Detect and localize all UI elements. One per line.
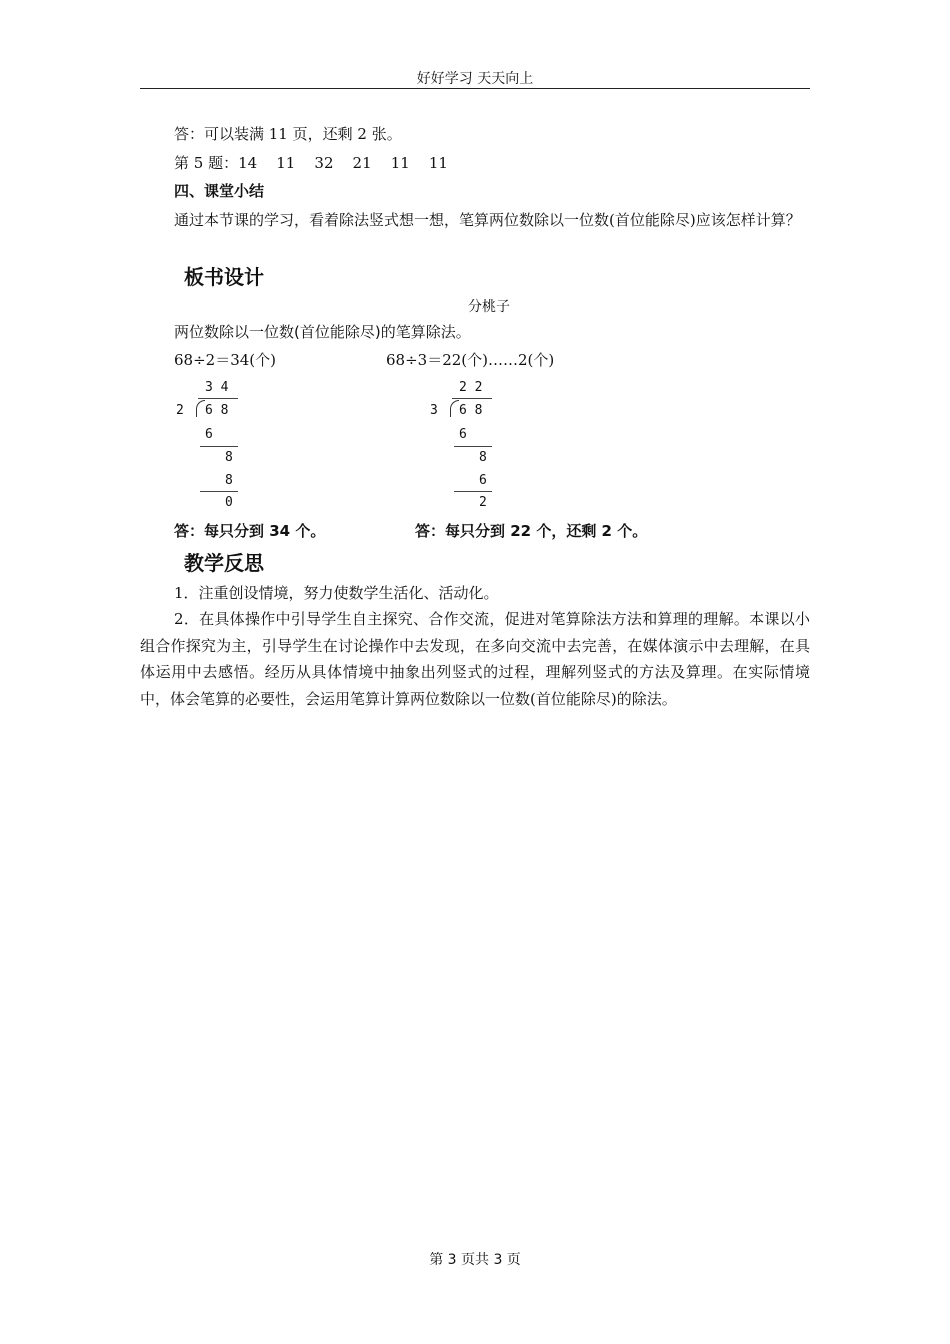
left-answer: 答：每只分到 34 个。 (174, 522, 326, 540)
left-step3: 8 (225, 473, 233, 488)
right-remainder: 2 (479, 495, 487, 510)
left-equation: 68÷2＝34(个) (174, 351, 276, 369)
right-rule1 (454, 446, 492, 447)
reflection-heading: 教学反思 (184, 551, 264, 575)
left-division-bar (198, 398, 238, 399)
section-summary-heading: 四、课堂小结 (174, 182, 265, 200)
right-step2: 8 (479, 450, 487, 465)
summary-paragraph: 通过本节课的学习，看着除法竖式想一想，笔算两位数除以一位数(首位能除尽)应该怎样计算？ (174, 211, 801, 229)
right-divisor: 3 (430, 403, 438, 418)
board-title: 分桃子 (468, 299, 510, 315)
right-division-bracket (450, 400, 459, 417)
right-rule2 (454, 491, 492, 492)
right-dividend: 6 8 (459, 403, 483, 418)
board-design-heading: 板书设计 (184, 265, 264, 289)
left-step1: 6 (205, 427, 213, 442)
page-footer: 第 3 页共 3 页 (429, 1252, 521, 1268)
left-step2: 8 (225, 450, 233, 465)
left-division-bracket (196, 400, 205, 417)
right-step3: 6 (479, 473, 487, 488)
page-header: 好好学习 天天向上 (416, 71, 534, 87)
left-rule1 (200, 446, 238, 447)
problem5-answers: 第 5 题：14 11 32 21 11 11 (174, 154, 448, 172)
right-step1: 6 (459, 427, 467, 442)
reflection-item-2: 2．在具体操作中引导学生自主探究、合作交流，促进对笔算除法方法和算理的理解。本课以小组合作探究为主，引导学生在讨论操作中去发现，在多向交流中去完善，在媒体演示中去理解，在具体运用中去感悟。经历从具体情境中抽象出列竖式的过程，理解列竖式的方法及算理。在实际情境中，体会笔算的必要性，会运用笔算计算两位数除以一位数(首位能除尽)的除法。 (140, 610, 810, 708)
answer-line: 答：可以装满 11 页，还剩 2 张。 (174, 125, 402, 143)
right-quotient: 2 2 (459, 380, 483, 395)
right-answer: 答：每只分到 22 个，还剩 2 个。 (415, 522, 648, 540)
header-divider (140, 88, 810, 89)
left-rule2 (200, 491, 238, 492)
left-quotient: 3 4 (205, 380, 229, 395)
left-divisor: 2 (176, 403, 184, 418)
right-division-bar (452, 398, 492, 399)
reflection-item-1: 1．注重创设情境，努力使数学生活化、活动化。 (174, 584, 499, 602)
left-remainder: 0 (225, 495, 233, 510)
left-dividend: 6 8 (205, 403, 229, 418)
board-subtitle: 两位数除以一位数(首位能除尽)的笔算除法。 (174, 323, 471, 341)
right-equation: 68÷3＝22(个)……2(个) (386, 351, 555, 369)
